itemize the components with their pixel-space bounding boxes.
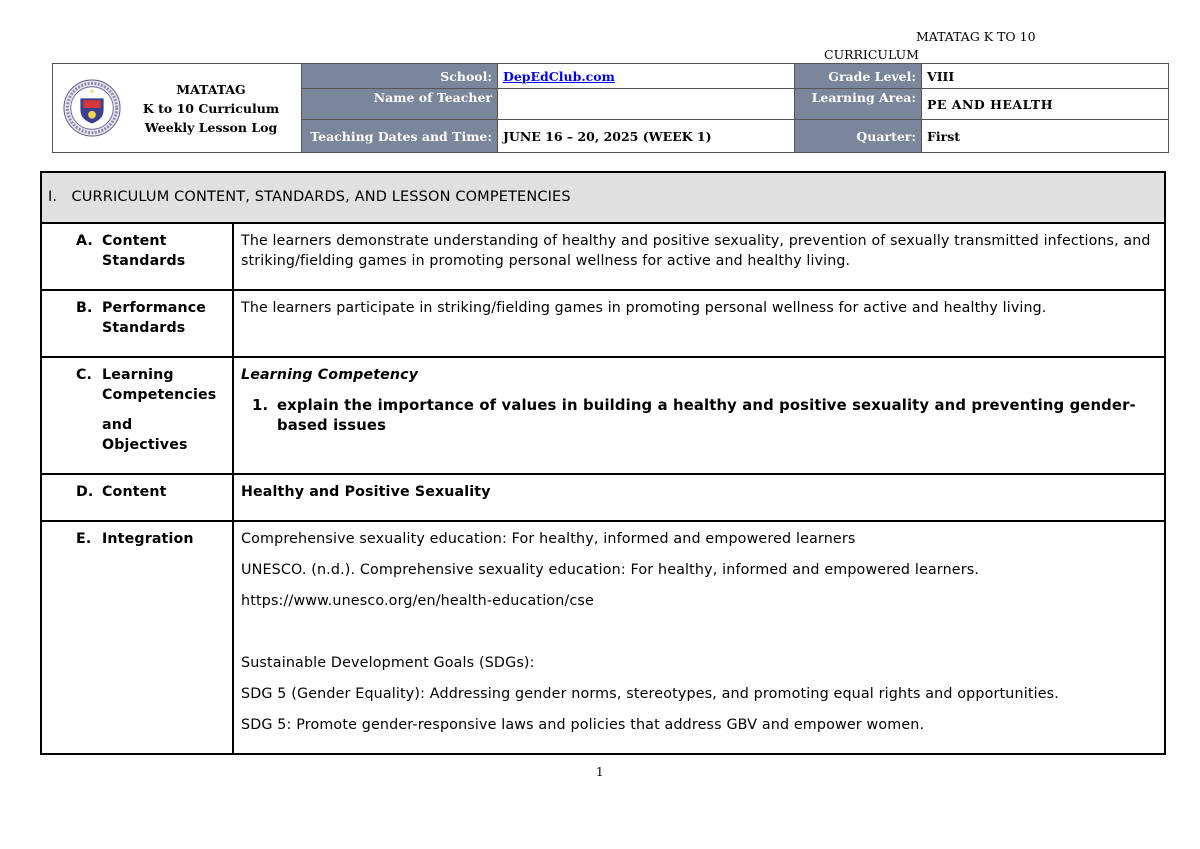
integration-row — [41, 521, 1165, 754]
logo-title-cell — [53, 64, 302, 153]
content-standards-text-cell — [233, 223, 1165, 290]
learning-area-label: Learning Area: — [795, 89, 922, 120]
performance-standards-row — [41, 290, 1165, 357]
learning-area-value: PE AND HEALTH — [922, 89, 1169, 120]
grade-level-value: VIII — [922, 64, 1169, 89]
row-label: Content — [102, 484, 167, 500]
section-title: CURRICULUM CONTENT, STANDARDS, AND LESSON COMPETENCIES — [71, 188, 571, 205]
row-label: and — [102, 417, 133, 433]
deped-seal-icon — [63, 79, 121, 137]
content-standards-label-cell — [41, 223, 233, 290]
row-letter: B. — [76, 300, 93, 316]
page-number: 1 — [596, 765, 604, 779]
teacher-value — [498, 89, 795, 120]
learning-competencies-label-cell — [41, 357, 233, 474]
row-letter: E. — [76, 531, 92, 547]
learning-competency-heading: Learning Competency — [241, 367, 419, 383]
title-line-1: MATATAG — [176, 81, 246, 97]
content-text-cell — [233, 474, 1165, 521]
integration-text-cell — [233, 521, 1165, 754]
content-standards-row — [41, 223, 1165, 290]
teacher-label: Name of Teacher — [302, 89, 498, 120]
performance-standards-text-cell — [233, 290, 1165, 357]
competency-text: explain the importance of values in building a healthy and positive sexuality and preventing gender-based issues — [277, 397, 1136, 434]
performance-standards-label-cell — [41, 290, 233, 357]
learning-competencies-row — [41, 357, 1165, 474]
row-label: Learning — [102, 367, 174, 383]
section-number: I. — [48, 188, 58, 205]
content-text: Healthy and Positive Sexuality — [241, 484, 491, 500]
integration-line: SDG 5 (Gender Equality): Addressing gender norms, stereotypes, and promoting equal rights and opportunities. — [241, 686, 1059, 702]
school-link[interactable]: DepEdClub.com — [503, 68, 615, 84]
lesson-info-table — [52, 63, 1169, 153]
curriculum-table — [40, 171, 1166, 755]
row-label: Competencies — [102, 387, 217, 403]
header-line-1: MATATAG K TO 10 — [916, 29, 1036, 44]
row-label: Standards — [102, 320, 186, 336]
integration-label-cell — [41, 521, 233, 754]
row-label: Performance — [102, 300, 207, 316]
performance-standards-text: The learners participate in striking/fielding games in promoting personal wellness for active and healthy living. — [241, 300, 1047, 316]
content-standards-text: The learners demonstrate understanding of healthy and positive sexuality, prevention of sexually transmitted infections, and striking/fielding games in promoting personal wellness for active and healthy living. — [241, 233, 1151, 269]
learning-competencies-text-cell — [233, 357, 1165, 474]
row-label: Content — [102, 233, 167, 249]
row-label: Objectives — [102, 437, 188, 453]
teaching-dates-label: Teaching Dates and Time: — [302, 120, 498, 153]
teaching-dates-value: JUNE 16 – 20, 2025 (WEEK 1) — [498, 120, 795, 153]
row-label: Integration — [102, 531, 194, 547]
integration-line: Sustainable Development Goals (SDGs): — [241, 655, 535, 671]
title-line-2: K to 10 Curriculum — [142, 100, 280, 116]
competency-number: 1. — [252, 397, 269, 414]
integration-line: UNESCO. (n.d.). Comprehensive sexuality education: For healthy, informed and empowered learners. — [241, 562, 980, 578]
quarter-value: First — [922, 120, 1169, 153]
content-row — [41, 474, 1165, 521]
row-letter: A. — [76, 233, 93, 249]
row-letter: C. — [76, 367, 93, 383]
integration-link[interactable]: https://www.unesco.org/en/health-education/cse — [241, 593, 594, 609]
competency-item — [241, 396, 1157, 436]
row-label: Standards — [102, 253, 186, 269]
document-header — [824, 28, 1084, 64]
quarter-label: Quarter: — [795, 120, 922, 153]
integration-line: Comprehensive sexuality education: For healthy, informed and empowered learners — [241, 531, 856, 547]
content-label-cell — [41, 474, 233, 521]
header-line-2: CURRICULUM — [824, 47, 919, 62]
title-line-3: Weekly Lesson Log — [144, 119, 278, 135]
integration-line: SDG 5: Promote gender-responsive laws and policies that address GBV and empower women. — [241, 717, 925, 733]
row-letter: D. — [76, 484, 94, 500]
grade-level-label: Grade Level: — [795, 64, 922, 89]
school-value — [498, 64, 795, 89]
section-header — [41, 172, 1165, 223]
section-header-row — [41, 172, 1165, 223]
school-label: School: — [302, 64, 498, 89]
